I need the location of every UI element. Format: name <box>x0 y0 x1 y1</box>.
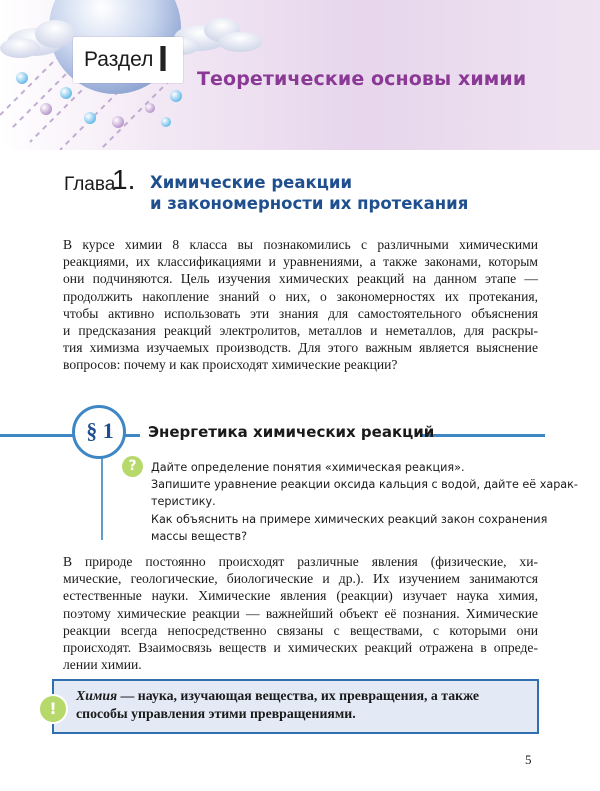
section-number: I <box>158 38 169 79</box>
text-line: поэтому химические реакции — важнейший объект её познания. Химические <box>63 605 538 621</box>
question-line: Как объяснить на примере химических реакций закон сохранения <box>151 512 548 526</box>
text-line: тия химизма изучаемых производств. Для этого важным является выяснение <box>63 340 538 356</box>
text-line: мические, геологические, биологические и др.). Их изучением занимаются <box>63 571 538 587</box>
body-paragraph <box>63 553 538 673</box>
section-title: Теоретические основы химии <box>197 68 527 90</box>
text-line: вопросов: почему и как происходят химические реакции? <box>63 357 398 373</box>
text-line: происходят. Взаимосвязь веществ и химических реакций отражена в опреде- <box>63 640 538 656</box>
text-line: В природе постоянно происходят различные явления (физические, хи- <box>63 554 538 569</box>
paragraph-title: Энергетика химических реакций <box>148 423 435 441</box>
chapter-title <box>150 172 468 214</box>
question-line: теристику. <box>151 495 216 509</box>
intro-paragraph <box>63 236 538 374</box>
question-icon: ? <box>122 456 143 477</box>
paragraph-vertical-rule <box>101 456 103 540</box>
definition-term: Химия <box>76 688 118 703</box>
definition-text <box>76 687 528 723</box>
text-line: естественные науки. Химические явления (реакции) изучает наука химия, <box>63 588 538 604</box>
definition-line <box>76 687 528 705</box>
chapter-title-line: и закономерности их протекания <box>150 194 469 213</box>
text-line: и предсказания реакций электролитов, металлов и неметаллов, для раскры- <box>63 323 538 339</box>
chapter-title-line: Химические реакции <box>150 173 353 192</box>
question-line: Запишите уравнение реакции оксида кальция с водой, дайте её харак- <box>151 478 578 492</box>
question-line: Дайте определение понятия «химическая реакция». <box>151 461 465 474</box>
page-number: 5 <box>525 752 532 767</box>
section-label: Раздел <box>84 48 154 71</box>
text-line: чтобы активно использовать эти знания для самостоятельного объяснения <box>63 305 538 321</box>
exclamation-icon: ! <box>38 694 68 724</box>
paragraph-number: § 1 <box>86 418 114 443</box>
text-line: реакции всегда непосредственно связаны с веществами, с которыми они <box>63 622 538 638</box>
review-questions <box>151 459 578 545</box>
text-line: продолжить накопление знаний о них, о закономерностях их протекания, <box>63 288 538 304</box>
definition-line: способы управления этими превращениями. <box>76 706 356 721</box>
question-line: массы веществ? <box>151 529 248 543</box>
definition-line-rest: — наука, изучающая вещества, их превращения, а также <box>117 688 480 703</box>
chapter-number: 1. <box>112 164 136 195</box>
text-line: В курсе химии 8 класса вы познакомились с различными химическими <box>63 237 538 252</box>
text-line: они подчиняются. Цель изучения химических реакций на данном этапе — <box>63 271 538 287</box>
text-line: реакциями, их классификациями и уравнениями, а также законами, которым <box>63 254 538 270</box>
chapter-label: Глава <box>64 174 116 195</box>
text-line: лении химии. <box>63 657 142 673</box>
